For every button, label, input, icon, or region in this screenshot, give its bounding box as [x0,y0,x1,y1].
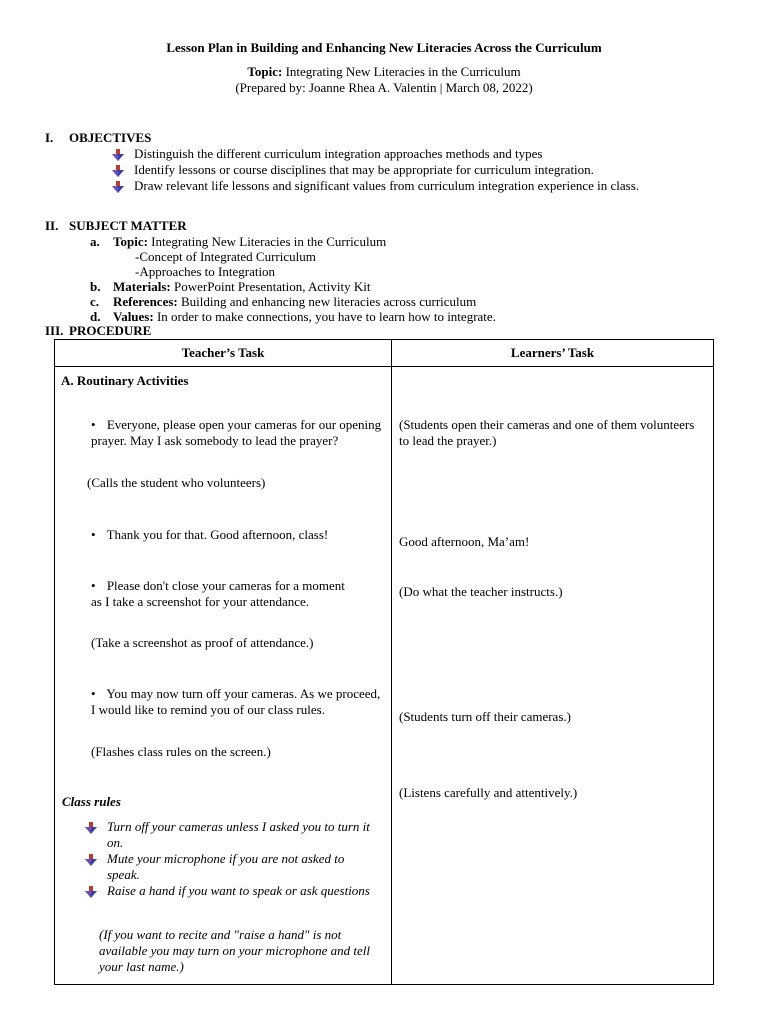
item-letter: a. [90,234,100,249]
objectives-number: I. [45,130,54,145]
learner-response-4: (Students turn off their cameras.) [399,709,571,724]
teacher-line-4-text: You may now turn off your cameras. As we proceed, I would like to remind you of our class rules. [91,686,381,717]
objective-text: Identify lessons or course disciplines that may be appropriate for curriculum integration. [134,162,594,177]
objective-item [112,162,639,178]
teacher-note-4: (Flashes class rules on the screen.) [91,744,271,759]
arrow-bullet-icon [112,149,124,161]
objectives-heading [45,130,151,146]
class-rules-note: (If you want to recite and "raise a hand" is not available you may turn on your microphone and tell your last name.) [99,927,371,974]
class-rule-text: Raise a hand if you want to speak or ask questions [107,883,370,898]
subject-matter-number: II. [45,218,59,233]
class-rule-item [85,851,375,883]
item-key: Materials: [113,279,171,294]
topic-value: Integrating New Literacies in the Curriculum [282,64,521,79]
class-rule-item [85,819,375,851]
arrow-bullet-icon [85,854,97,866]
subject-item-references [90,294,496,309]
item-letter: d. [90,309,101,324]
class-rules-title: Class rules [62,794,121,809]
teacher-line-1-text: Everyone, please open your cameras for our opening prayer. May I ask somebody to lead the prayer? [91,417,382,448]
arrow-bullet-icon [112,181,124,193]
subject-subitem: -Approaches to Integration [135,264,276,279]
teacher-line-1 [91,417,383,449]
class-rule-item [85,883,375,899]
learner-response-5: (Listens carefully and attentively.) [399,785,578,800]
item-value: In order to make connections, you have to learn how to integrate. [153,309,496,324]
class-rule-text: Turn off your cameras unless I asked you to turn it on. [107,819,370,850]
subject-item-values [90,309,496,324]
learner-response-3: (Do what the teacher instructs.) [399,584,563,599]
arrow-bullet-icon [112,165,124,177]
item-value: Building and enhancing new literacies across curriculum [177,294,477,309]
procedure-table [54,339,714,985]
class-rules-list [85,819,375,899]
section-a-title: A. Routinary Activities [61,373,189,388]
document-title: Lesson Plan in Building and Enhancing New Literacies Across the Curriculum [166,40,602,55]
objective-item [112,178,639,194]
learners-cell [392,367,714,985]
item-value: PowerPoint Presentation, Activity Kit [170,279,371,294]
teacher-line-3-text: Please don't close your cameras for a moment as I take a screenshot for your attendance. [91,578,345,609]
arrow-bullet-icon [85,886,97,898]
item-letter: b. [90,279,101,294]
procedure-heading [45,323,151,339]
teacher-line-2 [91,527,383,543]
item-letter: c. [90,294,100,309]
subject-matter-list [90,234,496,324]
teacher-cell [55,367,392,985]
item-key: Values: [113,309,154,324]
teacher-note-1: (Calls the student who volunteers) [87,475,266,490]
column-header-learners: Learners’ Task [392,340,714,367]
class-rule-text: Mute your microphone if you are not asked to speak. [107,851,345,882]
teacher-note-3: (Take a screenshot as proof of attendance.) [91,635,314,650]
objectives-title: OBJECTIVES [69,130,152,145]
teacher-line-4 [91,686,381,718]
item-key: References: [113,294,178,309]
objectives-list [112,146,639,194]
teacher-line-2-text: Thank you for that. Good afternoon, class! [106,527,329,542]
procedure-title: PROCEDURE [69,323,152,338]
table-header-row [55,340,714,367]
subject-matter-heading [45,218,187,234]
procedure-number: III. [45,323,64,338]
subject-item-topic [90,234,496,249]
item-value: Integrating New Literacies in the Curriculum [147,234,387,249]
column-header-teacher: Teacher’s Task [55,340,392,367]
topic-line [0,64,768,80]
subject-item-materials [90,279,496,294]
learner-response-1: (Students open their cameras and one of them volunteers to lead the prayer.) [399,417,695,448]
item-key: Topic: [113,234,148,249]
prepared-by-line: (Prepared by: Joanne Rhea A. Valentin | March 08, 2022) [235,80,533,95]
teacher-line-3 [91,578,349,610]
topic-label: Topic: [247,64,283,79]
subject-matter-title: SUBJECT MATTER [69,218,187,233]
arrow-bullet-icon [85,822,97,834]
learner-response-2: Good afternoon, Ma’am! [399,534,530,549]
objective-text: Distinguish the different curriculum integration approaches methods and types [134,146,543,161]
table-row [55,367,714,985]
objective-text: Draw relevant life lessons and significant values from curriculum integration experience in class. [134,178,640,193]
subject-subitem: -Concept of Integrated Curriculum [135,249,316,264]
objective-item [112,146,639,162]
